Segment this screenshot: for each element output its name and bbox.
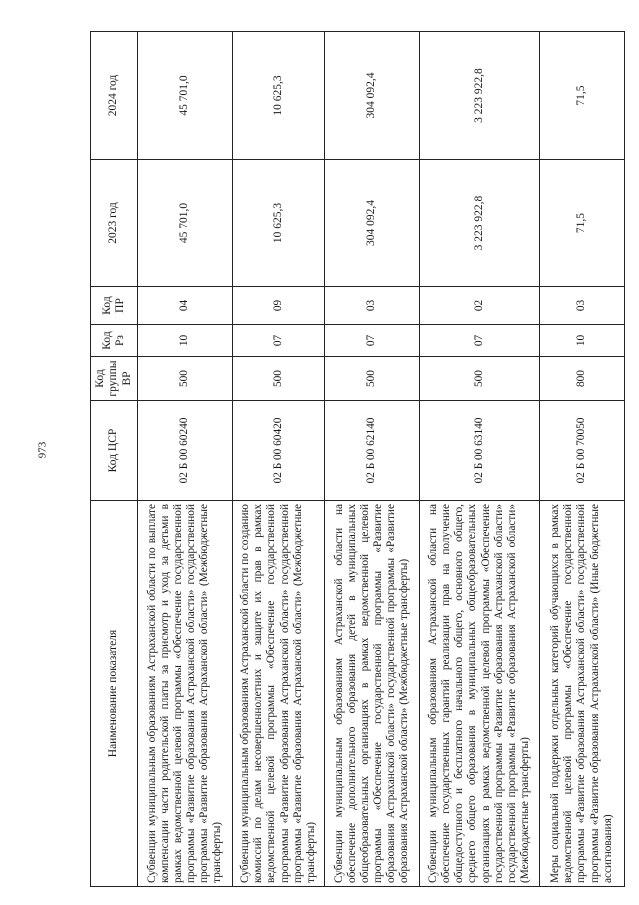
row-pr: 03 bbox=[325, 287, 420, 325]
row-rz: 10 bbox=[540, 325, 625, 357]
row-name: Субвенции муниципальным образованиям Астраханской области на обеспечение государственных гарантий реализации прав на получение общедоступного и бесплатного начального общего, основного общего, среднего общего образования в муниципальных общеобразовательных организациях в рамках ведомственной целевой программы «Обеспечение государственной программы «Развитие образования Астраханской области» государственной программы «Развитие образования Астраханской области» (Межбюджетные трансферты) bbox=[420, 501, 540, 887]
row-2024: 71,5 bbox=[540, 32, 625, 160]
row-vr: 500 bbox=[325, 357, 420, 401]
row-name: Субвенции муниципальным образованиям Астраханской области по выплате компенсации части родительской платы за присмотр и уход за детьми в рамках ведомственной целевой программы «Обеспечение государственной программы «Развитие образования Астраханской области» государственной программы «Развитие образования Астраханской области» (Межбюджетные трансферты) bbox=[138, 501, 233, 887]
document-sheet bbox=[90, 32, 622, 887]
row-vr: 500 bbox=[138, 357, 233, 401]
row-vr: 800 bbox=[540, 357, 625, 401]
header-pr: Код ПР bbox=[91, 287, 138, 325]
table-row bbox=[138, 32, 233, 887]
row-name: Субвенции муниципальным образованиям Астраханской области на обеспечение дополнительного образования детей в муниципальных общеобразовательных организациях в рамках ведомственной целевой программы «Обеспечение государственной программы «Развитие образования Астраханской области» государственной программы «Развитие образования Астраханской области» (Межбюджетные трансферты) bbox=[325, 501, 420, 887]
row-rz: 07 bbox=[325, 325, 420, 357]
row-pr: 04 bbox=[138, 287, 233, 325]
row-csr: 02 Б 00 70050 bbox=[540, 401, 625, 501]
header-name: Наименование показателя bbox=[91, 501, 138, 887]
row-name: Субвенции муниципальным образованиям Астраханской области по созданию комиссий по делам несовершеннолетних и защите их прав в рамках ведомственной целевой программы «Обеспечение государственной программы «Развитие образования Астраханской области» государственной программы «Развитие образования Астраханской области» (Межбюджетные трансферты) bbox=[233, 501, 325, 887]
row-2024: 45 701,0 bbox=[138, 32, 233, 160]
row-csr: 02 Б 00 60240 bbox=[138, 401, 233, 501]
row-2023: 71,5 bbox=[540, 160, 625, 287]
header-2023: 2023 год bbox=[91, 160, 138, 287]
header-csr: Код ЦСР bbox=[91, 401, 138, 501]
table-row bbox=[420, 32, 540, 887]
header-2024: 2024 год bbox=[91, 32, 138, 160]
table-header bbox=[91, 32, 138, 887]
row-2024: 3 223 922,8 bbox=[420, 32, 540, 160]
row-2024: 304 092,4 bbox=[325, 32, 420, 160]
row-pr: 09 bbox=[233, 287, 325, 325]
row-2023: 3 223 922,8 bbox=[420, 160, 540, 287]
row-2023: 10 625,3 bbox=[233, 160, 325, 287]
budget-table bbox=[90, 31, 625, 887]
row-vr: 500 bbox=[233, 357, 325, 401]
header-rz: Код Рз bbox=[91, 325, 138, 357]
row-csr: 02 Б 00 62140 bbox=[325, 401, 420, 501]
row-rz: 10 bbox=[138, 325, 233, 357]
table-row bbox=[540, 32, 625, 887]
row-2023: 45 701,0 bbox=[138, 160, 233, 287]
row-2023: 304 092,4 bbox=[325, 160, 420, 287]
row-csr: 02 Б 00 63140 bbox=[420, 401, 540, 501]
row-pr: 03 bbox=[540, 287, 625, 325]
header-vr: Код группы ВР bbox=[91, 357, 138, 401]
page-number: 973 bbox=[36, 441, 49, 459]
row-rz: 07 bbox=[420, 325, 540, 357]
row-csr: 02 Б 00 60420 bbox=[233, 401, 325, 501]
row-rz: 07 bbox=[233, 325, 325, 357]
row-name: Меры социальной поддержки отдельных категорий обучающихся в рамках ведомственной целевой программы «Обеспечение государственной программы «Развитие образования Астраханской области» государственной программы «Развитие образования Астраханской области» (Иные бюджетные ассигнования) bbox=[540, 501, 625, 887]
table-row bbox=[325, 32, 420, 887]
row-vr: 500 bbox=[420, 357, 540, 401]
table-body bbox=[138, 32, 625, 887]
row-pr: 02 bbox=[420, 287, 540, 325]
table-row bbox=[233, 32, 325, 887]
header-row bbox=[91, 32, 138, 887]
rotated-table-container bbox=[90, 32, 622, 887]
row-2024: 10 625,3 bbox=[233, 32, 325, 160]
